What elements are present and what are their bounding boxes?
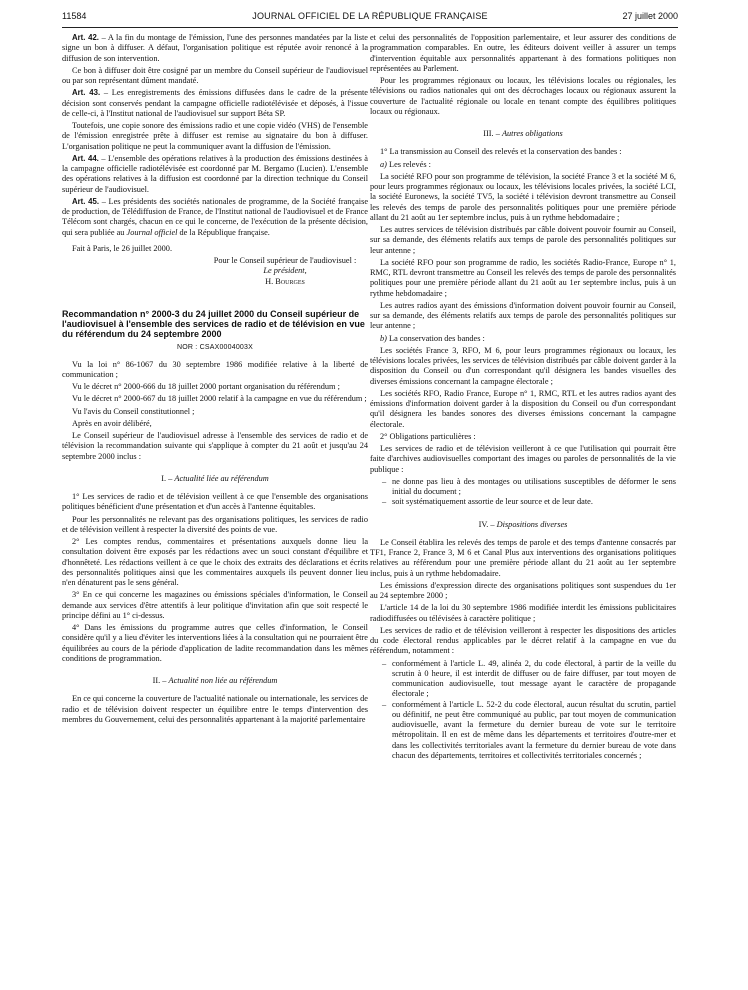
paragraph: Pour les programmes régionaux ou locaux, les télévisions locales ou régionales, les télévisions ou radios nationales qui ont des décrochages locaux ou régionaux assurent la couverture de l'actualité régionale ou locale en tenant compte des équilibres politiques locaux ou régionaux. [370,76,676,116]
left-column [62,33,368,725]
paragraph: Les autres radios ayant des émissions d'information doivent pouvoir fournir au Conseil, sur sa demande, des éléments relatifs aux temps de parole des personnalités politiques sur leur antenne ; [370,300,676,331]
paragraph: 2° Les comptes rendus, commentaires et présentations auxquels donne lieu la consultation doivent être exposés par les rédactions avec un souci constant d'équilibre et d'honnêteté. Les rédactions veillent à ce que le choix des extraits des déclarations et écrits des personnalités politiques ainsi que les commentaires auxquels ils peuvent donner lieu n'en dénaturent pas le sens général. [62,537,368,588]
paragraph: Les services de radio et de télévision veilleront à respecter les dispositions des articles du code électoral rendus applicables par le décret relatif à la campagne en vue du référendum, notamment : [370,625,676,656]
right-column [370,33,676,763]
list-letter: b) [380,333,387,343]
signature-role [202,266,368,276]
paragraph: 3° En ce qui concerne les magazines ou émissions spéciales d'information, le Conseil demande aux services d'être attentifs à leur politique d'invitation afin que soit respecté le principe défini au 1° ci-dessus. [62,590,368,620]
section-title: Actualité liée au référendum [174,473,269,483]
paragraph: de la République française. [177,227,270,237]
paragraph: Les émissions d'expression directe des organisations politiques sont suspendues du 1er au 24 septembre 2000 ; [370,580,676,600]
signature-date: Fait à Paris, le 26 juillet 2000. [72,243,173,253]
recommendation-title: Recommandation n° 2000-3 du 24 juillet 2000 du Conseil supérieur de l'audiovisuel à l'ensemble des services de radio et de télévision en vue du référendum du 24 septembre 2000 [62,308,365,340]
paragraph: – A la fin du montage de l'émission, l'une des personnes mandatées par la liste signe un bon à diffuser. A défaut, l'organisation politique est réputée avoir renoncé à la diffusion de son intervention. [62,33,368,63]
list-letter: a) [380,159,387,169]
signature-role-text: Le président, [263,266,307,276]
list-item: – conformément à l'article L. 49, alinéa 2, du code électoral, à partir de la veille du scrutin à 0 heure, il est interdit de diffuser ou de faire diffuser, par tout moyen de communication audiovisuelle, tout message ayant le caractère de propagande électorale ; [370,659,676,700]
paragraph: – Les présidents des sociétés nationales de programme, de la Société française de production, de Télédiffusion de France, de l'Institut national de l'audiovisuel et de France Télécom sont chargés, chacun en ce qui le concerne, de l'exécution de la présente décision, qui sera publiée au [62,196,369,237]
signature-for: Pour le Conseil supérieur de l'audiovisuel : [213,256,357,265]
list-item: – soit systématiquement assortie de leur source et de leur date. [370,497,676,507]
dash-list [370,659,676,762]
dash-list [370,477,676,508]
paragraph: et celui des personnalités de l'opposition parlementaire, et leur assurer des conditions de programmation comparables. En outre, les éditeurs doivent veiller à assurer un temps d'intervention équitable aux personnalités appartenant à des formations politiques non représentées au Parlement. [370,33,676,73]
signature-name: H. Bourges [265,276,305,286]
article-45 [62,197,368,238]
article-label: Art. 45. [72,196,100,206]
visa: Vu le décret n° 2000-667 du 18 juillet 2000 relatif à la campagne en vue du référendum ; [72,394,367,404]
list-item: – conformément à l'article L. 52-2 du code électoral, aucun résultat du scrutin, partiel ou définitif, ne peut être communiqué au public, par tout moyen de communication audiovisuelle, avant la fermeture du dernier bureau de vote sur le territoire métropolitain. Il en est de même dans les départements et territoires d'outre-mer et dans les collectivités territoriales avant la fermeture du dernier bureau de vote dans chacun des départements, territoires et collectivités territoriales concernés ; [370,700,676,762]
section-title: Actualité non liée au référendum [168,676,278,686]
paragraph: La société RFO pour son programme de télévision, la société France 3 et la société M 6, pour leurs programmes régionaux ou locaux, les télévisions locales privées, la société LCI, la société Euronews, la société TV5, la société i télévision devront transmettre au Conseil les relevés des temps de parole des personnalités politiques pour une première période allant du 21 août au 1er septembre inclus, puis à un rythme hebdomadaire ; [370,171,676,222]
visa: Vu le décret n° 2000-666 du 18 juillet 2000 portant organisation du référendum ; [72,382,340,392]
section-heading-1 [62,474,368,484]
article-42 [62,33,368,64]
visa: Après en avoir délibéré, [72,418,152,428]
nor-reference: NOR : CSAX0004003X [177,344,253,352]
paragraph: Pour les personnalités ne relevant pas des organisations politiques, les services de radio et de télévision veillent à respecter la diversité des points de vue. [62,514,368,534]
article-43 [62,88,368,119]
section-heading-4 [370,520,676,530]
section-number: I. – [161,473,175,483]
paragraph: – L'ensemble des opérations relatives à la production des émissions destinées à la campagne officielle radiotélévisée est coordonné par M. Bergamo (Lucien). L'ensemble des opérations relatives à la diffusion est coordonné par la direction technique du Conseil supérieur de l'audiovisuel. [62,153,368,194]
paragraph: Le Conseil supérieur de l'audiovisuel adresse à l'ensemble des services de radio et de télévision la recommandation suivante qui s'applique à compter du 21 août et jusqu'au 24 septembre 2000 inclus : [62,431,368,461]
signature-block [202,256,368,287]
list-item: – ne donne pas lieu à des montages ou utilisations susceptibles de déformer le sens initial du document ; [370,477,676,498]
subheading-text: La conservation des bandes : [386,333,485,343]
visa: Vu la loi n° 86-1067 du 30 septembre 1986 modifiée relative à la liberté de communication ; [62,359,368,379]
page-header [62,11,678,25]
subheading-text: Les relevés : [386,159,431,169]
section-number: IV. – [478,519,497,529]
section-title: Autres obligations [501,129,563,138]
issue-date: 27 juillet 2000 [622,11,678,21]
paragraph: Les sociétés France 3, RFO, M 6, pour leurs programmes régionaux ou locaux, les télévisions locales privées, les services de télévision distribués par câble doivent garder à la disposition du Conseil ou d'un correspondant qu'il désignera les bandes visuelles des diverses émissions concernant la campagne électorale ; [370,345,676,386]
article-44 [62,154,368,195]
paragraph: En ce qui concerne la couverture de l'actualité nationale ou internationale, les services de radio et de télévision doivent respecter un équilibre entre le temps d'intervention des membres du Gouvernement, celui des personnalités appartenant à la majorité parlementaire [62,694,368,724]
paragraph: Les services de radio et de télévision veilleront à ce que l'utilisation qui pourrait être faite d'archives audiovisuelles comportant des images ou paroles de personnalités de la vie publique : [370,444,676,474]
journal-title: JOURNAL OFFICIEL DE LA RÉPUBLIQUE FRANÇAISE [252,11,488,21]
subheading-a [370,160,676,170]
article-label: Art. 43. [72,88,101,98]
section-number: III. – [483,129,502,138]
section-heading-3 [370,129,676,139]
visa: Vu l'avis du Conseil constitutionnel ; [72,406,195,416]
page-number: 11584 [62,11,87,21]
paragraph: – Les enregistrements des émissions diffusées dans le cadre de la présente décision sont conservés pendant la campagne officielle radiotélévisée et déposés, à l'issue de celle-ci, à l'Institut national de l'audiovisuel sur support Béta SP. [62,88,368,118]
paragraph: La société RFO pour son programme de radio, les sociétés Radio-France, Europe n° 1, RMC, RTL devront transmettre au Conseil les relevés des temps de parole des personnalités politiques pour une première période allant du 21 août au 1er septembre inclus, puis à un rythme hebdomadaire ; [370,257,676,298]
journal-reference: Journal officiel [126,227,178,237]
paragraph: L'article 14 de la loi du 30 septembre 1986 modifiée interdit les émissions publicitaires radiodiffusées ou télévisées à caractère politique ; [370,603,676,623]
paragraph: Le Conseil établira les relevés des temps de parole et des temps d'antenne consacrés par TF1, France 2, France 3, M 6 et Canal Plus aux interventions des organisations politiques relatives au référendum pour une première période allant du 21 août au 1er septembre inclus, puis à un rythme hebdomadaire. [370,537,676,578]
section-number: II. – [152,676,169,686]
paragraph: Les sociétés RFO, Radio France, Europe n° 1, RMC, RTL et les autres radios ayant des émissions d'information doivent garder à la disposition du Conseil ou d'un correspondant qu'il désignera les bandes sonores des diverses émissions concernant la campagne électorale. [370,388,676,429]
paragraph: 4° Dans les émissions du programme autres que celles d'information, le Conseil considère qu'il y a lieu d'éviter les interventions liées à la consultation qui ne pourraient être équilibrées au cours de la période d'application de ladite recommandation dans les mêmes conditions de programmation. [62,623,368,663]
header-rule [62,27,678,28]
paragraph: 1° La transmission au Conseil des relevés et la conservation des bandes : [380,147,622,157]
paragraph: 1° Les services de radio et de télévision veillent à ce que l'ensemble des organisations politiques bénéficient d'une présentation et d'un accès à l'antenne équitables. [62,492,368,512]
paragraph: 2° Obligations particulières : [380,431,476,441]
section-title: Dispositions diverses [496,519,568,529]
subheading-b [370,334,676,344]
paragraph: Toutefois, une copie sonore des émissions radio et une copie vidéo (VHS) de l'ensemble de l'émission enregistrée prête à diffuser est remise au signataire du bon à diffuser. L'organisation politique ne peut la communiquer avant la diffusion de l'émission. [62,121,368,151]
article-label: Art. 42. [72,33,99,42]
article-label: Art. 44. [72,153,99,163]
paragraph: Ce bon à diffuser doit être cosigné par un membre du Conseil supérieur de l'audiovisuel ou par son représentant dûment mandaté. [62,65,368,85]
paragraph: Les autres services de télévision distribués par câble doivent pouvoir fournir au Conseil, sur sa demande, des éléments relatifs aux temps de parole des personnalités politiques sur leur antenne ; [370,225,676,255]
section-heading-2 [62,676,368,686]
